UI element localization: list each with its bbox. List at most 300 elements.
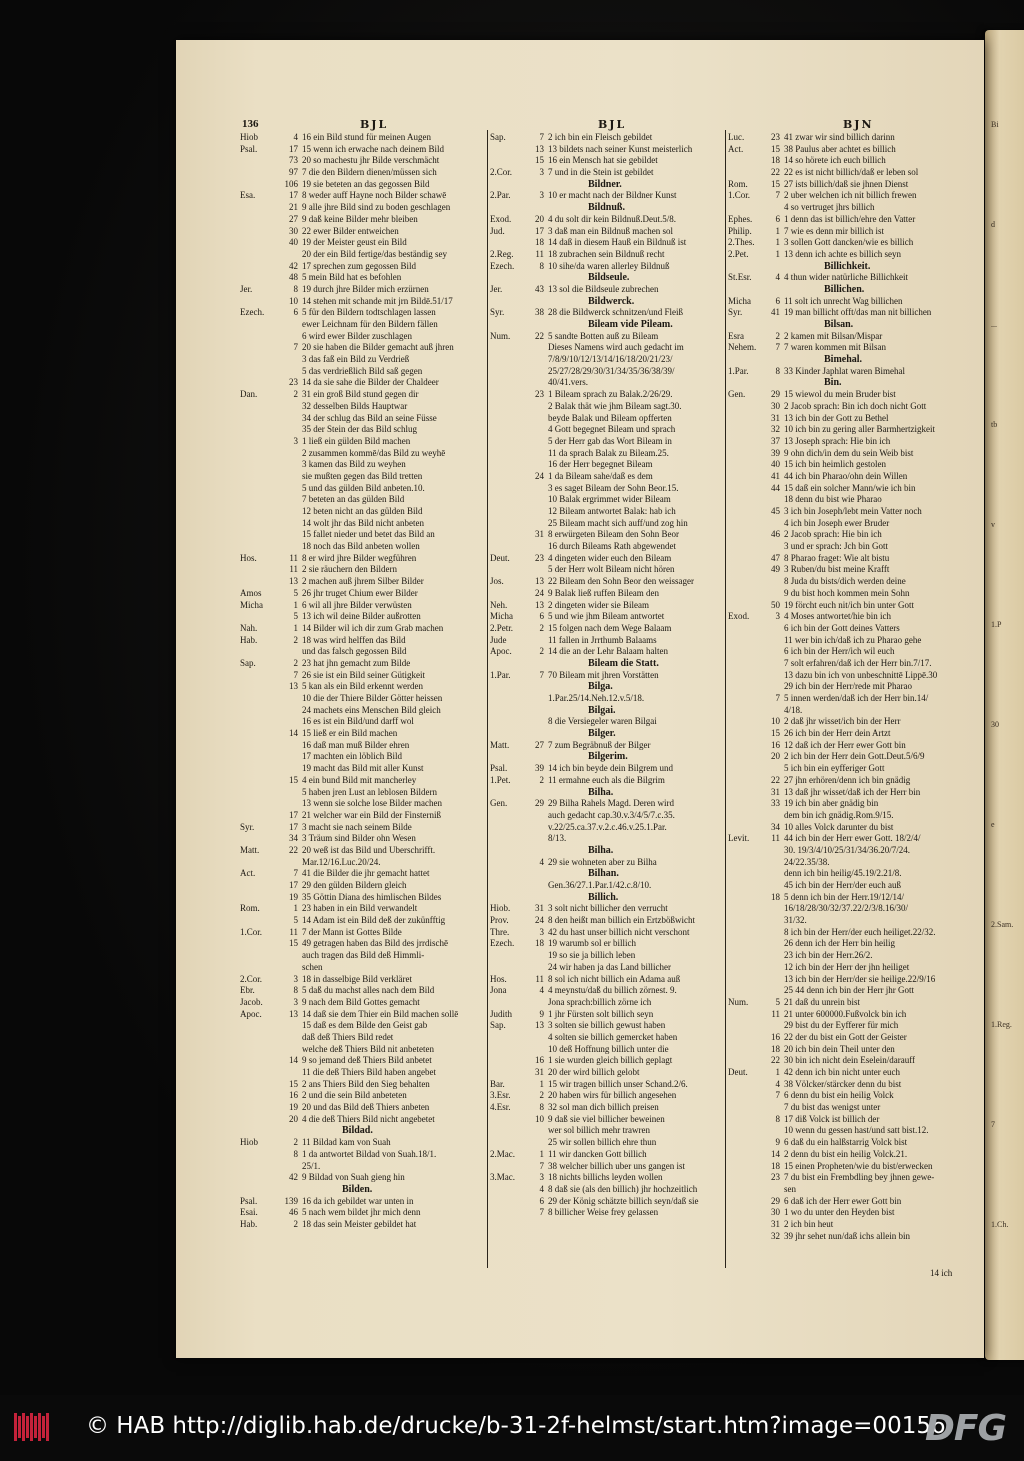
chapter-number: 13 bbox=[535, 599, 544, 610]
index-entry bbox=[490, 635, 722, 647]
chapter-number: 8 bbox=[293, 1148, 298, 1159]
entry-text: 10 die der Thiere Bilder Götter heissen bbox=[302, 693, 443, 703]
index-entry bbox=[490, 985, 722, 997]
chapter-number: 10 bbox=[289, 295, 298, 306]
hab-logo-bar bbox=[26, 1416, 29, 1438]
entry-text: 10 sihe/da waren allerley Bildnuß bbox=[548, 260, 670, 271]
entry-text: 13 bildets nach seiner Kunst meisterlich bbox=[548, 143, 693, 154]
entry-text: 38 welcher billich uber uns gangen ist bbox=[548, 1160, 685, 1171]
hab-logo-bar bbox=[34, 1416, 37, 1438]
book-abbreviation: Rom. bbox=[240, 903, 260, 914]
chapter-number: 14 bbox=[771, 1148, 780, 1159]
entry-text: 4 dingeten wider euch den Bileam bbox=[548, 552, 672, 563]
entry-text: 16 ein Mensch hat sie gebildet bbox=[548, 155, 658, 166]
index-entry bbox=[728, 483, 970, 495]
book-abbreviation: Gen. bbox=[728, 389, 746, 400]
chapter-number: 34 bbox=[771, 821, 780, 832]
entry-text: 7 der Mann ist Gottes Bilde bbox=[302, 926, 402, 937]
index-entry bbox=[240, 810, 484, 822]
entry-text: 3 sollen Gott dancken/wie es billich bbox=[784, 237, 914, 248]
entry-text: 4 ich bin Joseph ewer Bruder bbox=[784, 517, 890, 528]
index-entry bbox=[240, 1114, 484, 1126]
chapter-number: 8 bbox=[775, 365, 780, 376]
book-abbreviation: Exod. bbox=[728, 611, 750, 622]
index-headword bbox=[490, 681, 722, 693]
entry-text: 27 ists billich/daß sie jhnen Dienst bbox=[784, 178, 909, 189]
index-entry bbox=[728, 1067, 970, 1079]
index-entry bbox=[490, 646, 722, 658]
entry-text: 4 ein bund Bild mit mancherley bbox=[302, 774, 417, 785]
index-entry bbox=[240, 775, 484, 787]
next-page-fragment: 1.P bbox=[991, 620, 1002, 629]
index-entry bbox=[728, 1161, 970, 1173]
entry-text: 29 sie wohneten aber zu Bilha bbox=[548, 856, 657, 867]
entry-text: auch gedacht cap.30.v.3/4/5/7.c.35. bbox=[548, 809, 675, 820]
entry-text: 19 der Meister geust ein Bild bbox=[302, 237, 407, 248]
index-entry bbox=[728, 845, 970, 857]
entry-text: 8 Pharao fraget: Wie alt bistu bbox=[784, 552, 890, 563]
index-entry bbox=[240, 319, 484, 331]
chapter-number: 4 bbox=[539, 856, 544, 867]
index-headword bbox=[490, 658, 722, 670]
book-abbreviation: Hiob bbox=[240, 132, 258, 142]
index-headword bbox=[490, 319, 722, 331]
index-entry bbox=[728, 1219, 970, 1231]
entry-text: 16 durch Bileams Rath abgewendet bbox=[548, 541, 676, 552]
index-entry bbox=[728, 401, 970, 413]
index-headword bbox=[490, 868, 722, 880]
chapter-number: 4 bbox=[775, 1078, 780, 1089]
catchword: 14 ich bbox=[930, 1268, 953, 1278]
index-entry bbox=[240, 798, 484, 810]
book-abbreviation: Sap. bbox=[490, 132, 506, 142]
book-abbreviation: 1.Cor. bbox=[240, 926, 263, 937]
entry-text: 5 und wie jhm Bileam antwortet bbox=[548, 611, 665, 622]
index-entry bbox=[490, 857, 722, 869]
index-entry bbox=[490, 413, 722, 425]
entry-text: 11 wir dancken Gott billich bbox=[548, 1148, 647, 1159]
entry-text: 32 sol man dich billich preisen bbox=[548, 1102, 659, 1113]
entry-text: 14 Bilder wil ich dir zum Grab machen bbox=[302, 622, 444, 633]
book-abbreviation: Sap. bbox=[240, 657, 256, 668]
index-entry bbox=[240, 506, 484, 518]
entry-text: 17 diß Volck ist billich der bbox=[784, 1113, 880, 1124]
book-abbreviation: Hos. bbox=[240, 552, 257, 563]
entry-text: 25 wir sollen billich ehre thun bbox=[548, 1137, 657, 1148]
index-entry bbox=[728, 962, 970, 974]
book-abbreviation: Luc. bbox=[728, 132, 745, 142]
chapter-number: 6 bbox=[293, 307, 298, 318]
book-abbreviation: Jude bbox=[490, 634, 507, 645]
chapter-number: 20 bbox=[535, 213, 544, 224]
index-entry bbox=[240, 600, 484, 612]
entry-text: 13 dazu bin ich von unbeschnittē Lippē.30 bbox=[784, 669, 938, 680]
entry-text: 25/27/28/29/30/31/34/35/36/38/39/ bbox=[548, 365, 675, 376]
book-abbreviation: St.Esr. bbox=[728, 272, 752, 283]
entry-text: 2 denn du bist ein heilig Volck.21. bbox=[784, 1148, 908, 1159]
index-entry bbox=[240, 553, 484, 565]
index-entry bbox=[240, 401, 484, 413]
index-entry bbox=[728, 226, 970, 238]
index-entry bbox=[240, 413, 484, 425]
chapter-number: 5 bbox=[293, 915, 298, 926]
chapter-number: 5 bbox=[293, 611, 298, 622]
index-entry bbox=[728, 588, 970, 600]
entry-text: 15 ließ er ein Bild machen bbox=[302, 728, 398, 739]
entry-text: 14 die an der Lehr Balaam halten bbox=[548, 646, 668, 657]
book-abbreviation: 1.Par. bbox=[490, 669, 511, 680]
entry-text: 8 daß sie (als den billich) jhr hochzeitlich bbox=[548, 1183, 698, 1194]
index-entry bbox=[240, 1090, 484, 1102]
dfg-logo[interactable]: DFG bbox=[925, 1408, 1007, 1449]
entry-text: 28 die Bildwerck schnitzen/und Fleiß bbox=[548, 307, 683, 318]
chapter-number: 16 bbox=[771, 1031, 780, 1042]
index-entry bbox=[490, 448, 722, 460]
index-entry bbox=[728, 190, 970, 202]
entry-text: 8 billicher Weise frey gelassen bbox=[548, 1207, 659, 1218]
headword-text: Bilhan. bbox=[588, 868, 619, 880]
entry-text: 6 denn du bist ein heilig Volck bbox=[784, 1090, 894, 1101]
book-abbreviation: Sap. bbox=[490, 1020, 506, 1031]
index-entry bbox=[728, 1032, 970, 1044]
chapter-number: 1 bbox=[775, 225, 780, 236]
book-abbreviation: 2.Petr. bbox=[490, 622, 514, 633]
chapter-number: 19 bbox=[289, 1102, 298, 1113]
index-entry bbox=[728, 307, 970, 319]
index-entry bbox=[240, 214, 484, 226]
entry-text: 7 wie es denn mir billich ist bbox=[784, 225, 884, 236]
entry-text: 21 welcher war ein Bild der Finsterniß bbox=[302, 809, 441, 820]
index-entry bbox=[490, 249, 722, 261]
chapter-number: 30 bbox=[289, 225, 298, 236]
entry-text: 3 kamen das Bild zu weyhen bbox=[302, 459, 406, 470]
entry-text: 5 ich bin ein eyfferiger Gott bbox=[784, 763, 885, 774]
book-abbreviation: Apoc. bbox=[490, 646, 512, 657]
index-entry bbox=[490, 553, 722, 565]
index-entry bbox=[240, 564, 484, 576]
entry-text: 3 macht sie nach seinem Bilde bbox=[302, 821, 412, 832]
book-abbreviation: Nehem. bbox=[728, 342, 757, 353]
index-entry bbox=[240, 705, 484, 717]
entry-text: 9 alle jhre Bild sind zu boden geschlagen bbox=[302, 202, 451, 213]
index-entry bbox=[728, 541, 970, 553]
chapter-number: 7 bbox=[293, 342, 298, 353]
index-entry bbox=[490, 401, 722, 413]
index-entry bbox=[728, 506, 970, 518]
book-abbreviation: Hab. bbox=[240, 634, 258, 645]
chapter-number: 8 bbox=[539, 260, 544, 271]
book-abbreviation: 3.Esr. bbox=[490, 1090, 511, 1101]
entry-text: 3 solten sie billich gewust haben bbox=[548, 1020, 666, 1031]
headword-text: Bildwerck. bbox=[588, 295, 635, 307]
chapter-number: 16 bbox=[771, 739, 780, 750]
index-entry bbox=[490, 331, 722, 343]
column-heading: BJL bbox=[360, 118, 389, 131]
entry-text: 21 daß du unrein bist bbox=[784, 996, 860, 1007]
chapter-number: 18 bbox=[771, 1160, 780, 1171]
entry-text: 2 machen auß jhrem Silber Bilder bbox=[302, 576, 424, 587]
chapter-number: 40 bbox=[771, 459, 780, 470]
index-entry bbox=[490, 810, 722, 822]
entry-text: 22 ewer Bilder entweichen bbox=[302, 225, 399, 236]
hab-logo-bar bbox=[38, 1413, 41, 1441]
index-headword bbox=[728, 261, 970, 273]
index-entry bbox=[728, 1102, 970, 1114]
chapter-number: 31 bbox=[535, 1067, 544, 1077]
chapter-number: 11 bbox=[771, 833, 780, 844]
entry-text: 3 daß man ein Bildnuß machen sol bbox=[548, 225, 673, 236]
book-abbreviation: Micha bbox=[728, 295, 751, 306]
next-page-fragment: 2.Sam. bbox=[991, 920, 1014, 929]
book-abbreviation: Jacob. bbox=[240, 996, 263, 1007]
entry-text: welche deß Thiers Bild nit anbeteten bbox=[302, 1043, 435, 1054]
index-entry bbox=[490, 1161, 722, 1173]
index-entry bbox=[240, 728, 484, 740]
index-entry bbox=[240, 331, 484, 343]
entry-text: 26 ich bin der Herr dein Artzt bbox=[784, 728, 891, 739]
entry-text: denn ich bin heilig/45.19/2.21/8. bbox=[784, 868, 902, 879]
entry-text: auch tragen das Bild deß Himmli- bbox=[302, 950, 425, 961]
entry-text: 20 der wird billich gelobt bbox=[548, 1067, 640, 1077]
index-entry bbox=[240, 623, 484, 635]
hab-logo-bar bbox=[22, 1413, 25, 1441]
index-entry bbox=[240, 1219, 484, 1231]
chapter-number: 47 bbox=[771, 552, 780, 563]
entry-text: beyde Balak und Bileam opfferten bbox=[548, 412, 672, 423]
index-entry bbox=[728, 1149, 970, 1161]
index-headword bbox=[490, 202, 722, 214]
book-abbreviation: Jer. bbox=[490, 283, 503, 294]
book-abbreviation: Micha bbox=[490, 611, 513, 622]
entry-text: 2 daß jhr wisset/ich bin der Herr bbox=[784, 716, 901, 727]
index-entry bbox=[490, 1044, 722, 1056]
index-entry bbox=[728, 342, 970, 354]
entry-text: 25/1. bbox=[302, 1160, 321, 1171]
footer-bar bbox=[0, 1395, 1024, 1461]
book-abbreviation: Thre. bbox=[490, 926, 510, 937]
entry-text: 2 kamen mit Bilsan/Mispar bbox=[784, 330, 883, 341]
index-entry bbox=[728, 693, 970, 705]
entry-text: 9 ohn dich/in dem du sein Weib bist bbox=[784, 447, 914, 458]
entry-text: 16 es ist ein Bild/und darff wol bbox=[302, 716, 414, 727]
index-entry bbox=[728, 611, 970, 623]
entry-text: 18 zubrachen sein Bildnuß recht bbox=[548, 248, 665, 259]
index-entry bbox=[240, 132, 484, 144]
entry-text: 7 du bist ein Frembdling bey jhnen gewe- bbox=[784, 1172, 935, 1183]
chapter-number: 106 bbox=[284, 178, 298, 189]
index-entry bbox=[240, 471, 484, 483]
index-entry bbox=[240, 822, 484, 834]
index-entry bbox=[490, 342, 722, 354]
entry-text: 23 ich bin der Herr.26/2. bbox=[784, 950, 873, 961]
index-entry bbox=[490, 915, 722, 927]
index-entry bbox=[240, 1009, 484, 1021]
index-entry bbox=[490, 1020, 722, 1032]
entry-text: 24/22.35/38. bbox=[784, 856, 830, 867]
chapter-number: 32 bbox=[771, 424, 780, 435]
headword-text: Bilha. bbox=[588, 786, 614, 798]
book-abbreviation: 1.Par. bbox=[728, 365, 749, 376]
index-entry bbox=[490, 155, 722, 167]
hab-logo-bar bbox=[42, 1416, 45, 1438]
chapter-number: 3 bbox=[539, 926, 544, 937]
entry-text: 10 wenn du gessen hast/und satt bist.12. bbox=[784, 1125, 929, 1136]
book-abbreviation: Amos bbox=[240, 587, 262, 598]
chapter-number: 42 bbox=[289, 1172, 298, 1183]
entry-text: 44 ich bin der Herr ewer Gott. 18/2/4/ bbox=[784, 833, 921, 844]
entry-text: Jona sprach:billich zörne ich bbox=[548, 996, 652, 1007]
index-entry bbox=[240, 1032, 484, 1044]
entry-text: 7 und in die Stein ist gebildet bbox=[548, 167, 654, 178]
book-abbreviation: Gen. bbox=[490, 798, 508, 809]
entry-text: 8 Juda du bists/dich werden deine bbox=[784, 576, 906, 587]
index-entry bbox=[728, 716, 970, 728]
entry-text: sie mußten gegen das Bild tretten bbox=[302, 470, 423, 481]
entry-text: 15 einen Propheten/wie du bist/erwecken bbox=[784, 1160, 933, 1171]
chapter-number: 22 bbox=[771, 774, 780, 785]
column-entries bbox=[728, 132, 970, 1242]
index-entry bbox=[728, 868, 970, 880]
chapter-number: 1 bbox=[775, 237, 780, 248]
book-abbreviation: Hos. bbox=[490, 973, 507, 984]
entry-text: 7 du bist das wenigst unter bbox=[784, 1102, 881, 1113]
index-entry bbox=[240, 1172, 484, 1184]
entry-text: 11 da sprach Balak zu Bileam.25. bbox=[548, 447, 669, 458]
index-entry bbox=[240, 576, 484, 588]
headword-text: Bilsan. bbox=[824, 319, 854, 330]
index-entry bbox=[240, 915, 484, 927]
entry-text: 4 thun wider natürliche Billichkeit bbox=[784, 272, 908, 283]
hab-logo-icon[interactable] bbox=[12, 1407, 52, 1447]
book-abbreviation: Hiob. bbox=[490, 903, 511, 914]
book-abbreviation: Ezech. bbox=[490, 938, 515, 949]
chapter-number: 45 bbox=[771, 506, 780, 516]
book-abbreviation: Prov. bbox=[490, 915, 509, 926]
entry-text: 14 stehen mit schande mit jrn Bildē.51/17 bbox=[302, 295, 453, 306]
index-entry bbox=[728, 424, 970, 436]
entry-text: 4 meynstu/daß du billich zörnest. 9. bbox=[548, 985, 677, 996]
chapter-number: 7 bbox=[539, 669, 544, 680]
entry-text: 38 Paulus aber achtet es billich bbox=[784, 143, 896, 154]
chapter-number: 2 bbox=[539, 622, 544, 633]
index-entry bbox=[490, 1137, 722, 1149]
chapter-number: 22 bbox=[771, 167, 780, 178]
index-entry bbox=[490, 226, 722, 238]
index-entry bbox=[490, 237, 722, 249]
entry-text: 30. 19/3/4/10/25/31/34/36.20/7/24. bbox=[784, 844, 911, 855]
entry-text: 4/18. bbox=[784, 704, 803, 715]
entry-text: 22 der du bist ein Gott der Geister bbox=[784, 1031, 907, 1042]
entry-text: 10 deß Hoffnung billich unter die bbox=[548, 1043, 669, 1054]
chapter-number: 7 bbox=[775, 693, 780, 703]
entry-text: 9 daß keine Bilder mehr bleiben bbox=[302, 213, 418, 224]
chapter-number: 97 bbox=[289, 167, 298, 178]
entry-text: 15 folgen nach dem Wege Balaam bbox=[548, 622, 672, 633]
index-entry bbox=[728, 857, 970, 869]
entry-text: 5 das verdrießlich Bild saß gegen bbox=[302, 365, 423, 376]
index-entry bbox=[728, 635, 970, 647]
index-entry bbox=[728, 938, 970, 950]
entry-text: 2 zusammen kommē/das Bild zu weyhē bbox=[302, 447, 446, 458]
chapter-number: 15 bbox=[771, 143, 780, 154]
chapter-number: 17 bbox=[289, 821, 298, 832]
entry-text: 27 jhn erhören/denn ich bin gnädig bbox=[784, 774, 911, 785]
chapter-number: 6 bbox=[539, 611, 544, 622]
index-entry bbox=[728, 985, 970, 997]
entry-text: 2 Jacob sprach: Hie bin ich bbox=[784, 529, 882, 540]
book-abbreviation: 1.Pet. bbox=[490, 774, 511, 785]
index-headword bbox=[728, 377, 970, 389]
index-entry bbox=[240, 1044, 484, 1056]
column-heading: BJL bbox=[598, 118, 627, 131]
index-entry bbox=[490, 927, 722, 939]
headword-text: Billichen. bbox=[824, 283, 865, 295]
entry-text: 19 macht das Bild mit aller Kunst bbox=[302, 763, 424, 774]
next-page-fragment: tb bbox=[991, 420, 998, 429]
entry-text: 18 denn du bist wie Pharao bbox=[784, 494, 882, 505]
index-entry bbox=[240, 296, 484, 308]
chapter-number: 15 bbox=[771, 728, 780, 739]
chapter-number: 27 bbox=[535, 739, 544, 750]
entry-text: 17 machten ein löblich Bild bbox=[302, 751, 402, 762]
entry-text: 6 ich bin der Gott deines Vatters bbox=[784, 622, 900, 633]
chapter-number: 11 bbox=[289, 552, 298, 563]
entry-text: 8 erwürgeten Bileam den Sohn Beor bbox=[548, 529, 680, 540]
book-abbreviation: Jos. bbox=[490, 576, 504, 587]
entry-text: 15 daß ein solcher Mann/wie ich bin bbox=[784, 482, 916, 493]
index-headword bbox=[728, 319, 970, 331]
chapter-number: 29 bbox=[535, 798, 544, 809]
chapter-number: 11 bbox=[535, 973, 544, 984]
index-entry bbox=[240, 985, 484, 997]
index-entry bbox=[728, 1172, 970, 1184]
entry-text: 3 das faß ein Bild zu Verdrieß bbox=[302, 354, 410, 365]
chapter-number: 18 bbox=[771, 891, 780, 902]
index-entry bbox=[240, 1020, 484, 1032]
index-entry bbox=[728, 1184, 970, 1196]
entry-text: 3 es saget Bileam der Sohn Beor.15. bbox=[548, 482, 679, 493]
entry-text: 3 Träum sind Bilder ohn Wesen bbox=[302, 833, 416, 844]
index-entry bbox=[728, 775, 970, 787]
chapter-number: 2 bbox=[775, 330, 780, 341]
chapter-number: 20 bbox=[289, 1113, 298, 1124]
index-entry bbox=[728, 950, 970, 962]
index-entry bbox=[240, 927, 484, 939]
index-entry bbox=[728, 436, 970, 448]
entry-text: 22 es ist nicht billich/daß er leben sol bbox=[784, 167, 919, 178]
entry-text: Dieses Namens wird auch gedacht im bbox=[548, 342, 684, 353]
index-entry bbox=[490, 623, 722, 635]
index-entry bbox=[728, 389, 970, 401]
entry-text: 40/41.vers. bbox=[548, 377, 588, 388]
index-entry bbox=[728, 471, 970, 483]
index-entry bbox=[728, 132, 970, 144]
headword-text: Bileam die Statt. bbox=[588, 657, 659, 669]
copyright-url[interactable]: © HAB http://diglib.hab.de/drucke/b-31-2f-helmst/start.htm?image=00156 bbox=[86, 1413, 946, 1439]
entry-text: 7 beteten an das gülden Bild bbox=[302, 494, 405, 505]
entry-text: sen bbox=[784, 1183, 796, 1194]
index-entry bbox=[490, 600, 722, 612]
index-entry bbox=[728, 1009, 970, 1021]
index-entry bbox=[490, 740, 722, 752]
next-page-fragment: ... bbox=[991, 320, 997, 329]
index-headword bbox=[728, 284, 970, 296]
entry-text: 9 Bildad von Suah gieng hin bbox=[302, 1172, 405, 1183]
index-entry bbox=[240, 997, 484, 1009]
book-abbreviation: Hab. bbox=[240, 1218, 258, 1229]
book-abbreviation: 2.Cor. bbox=[240, 973, 263, 984]
chapter-number: 1 bbox=[293, 599, 298, 610]
